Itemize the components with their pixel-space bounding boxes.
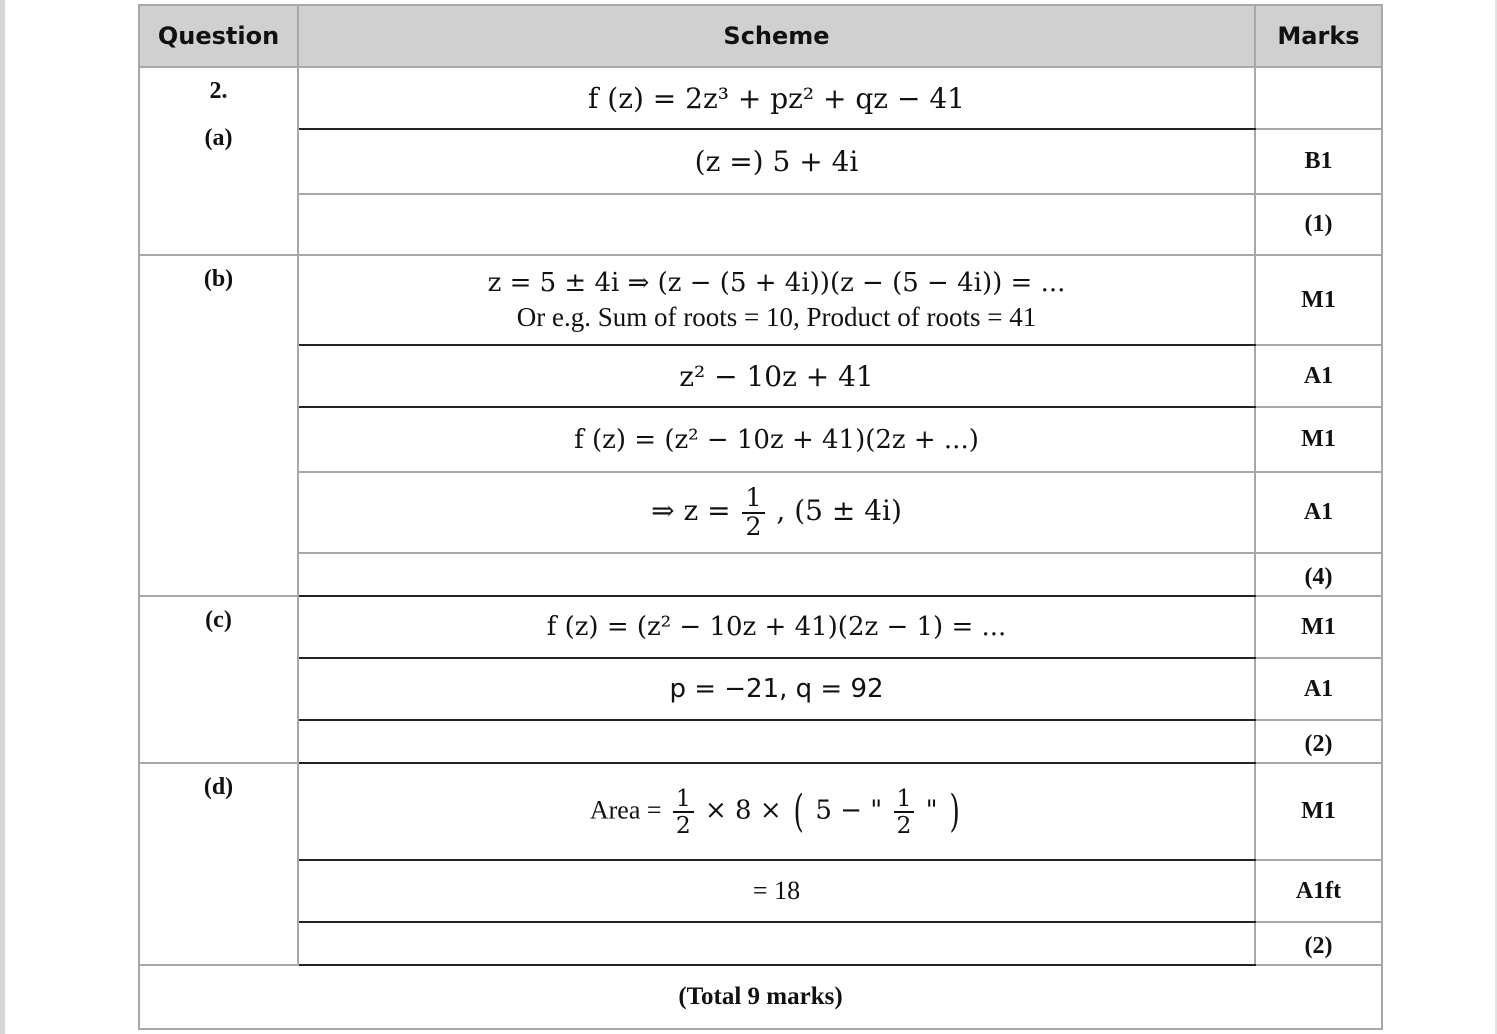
mark-d-m1: M1 xyxy=(1255,763,1382,860)
mark-c-a1: A1 xyxy=(1255,658,1382,720)
table-row xyxy=(139,658,1382,720)
part-label-a: (a) xyxy=(204,125,233,151)
left-paren: ( xyxy=(793,786,804,837)
scheme-b-line4-prefix: ⇒ z = xyxy=(651,494,731,527)
subtotal-a: (1) xyxy=(1255,194,1382,255)
table-row xyxy=(139,255,1382,345)
question-header: Question xyxy=(139,5,298,67)
scheme-d-line2: = 18 xyxy=(298,860,1255,922)
question-cell-a xyxy=(139,67,298,255)
fraction-numerator: 1 xyxy=(742,485,764,513)
scheme-given-function: f (z) = 2z³ + pz² + qz − 41 xyxy=(298,67,1255,129)
subtotal-b: (4) xyxy=(1255,553,1382,596)
part-label-b: (b) xyxy=(203,266,234,292)
mark-b-m1-second: M1 xyxy=(1255,407,1382,472)
table-row xyxy=(139,922,1382,965)
scheme-empty xyxy=(298,194,1255,255)
fraction-denominator: 2 xyxy=(745,511,762,541)
scheme-b-line3: f (z) = (z² − 10z + 41)(2z + ...) xyxy=(298,407,1255,472)
table-row xyxy=(139,129,1382,194)
scheme-b-line2: z² − 10z + 41 xyxy=(298,345,1255,407)
total-marks: (Total 9 marks) xyxy=(139,965,1382,1029)
marks-header: Marks xyxy=(1255,5,1382,67)
fraction-denominator: 2 xyxy=(675,810,691,839)
table-row xyxy=(139,194,1382,255)
table-row xyxy=(139,67,1382,129)
scheme-b-line1-alt: Or e.g. Sum of roots = 10, Product of roots = 41 xyxy=(516,301,1037,332)
fraction-denominator: 2 xyxy=(896,810,912,839)
table-row xyxy=(139,860,1382,922)
mark-b-a1: A1 xyxy=(1255,345,1382,407)
table-row xyxy=(139,763,1382,860)
fraction xyxy=(673,783,694,839)
fraction-numerator: 1 xyxy=(894,786,915,813)
subtotal-d: (2) xyxy=(1255,922,1382,965)
table-row xyxy=(139,407,1382,472)
fraction-numerator: 1 xyxy=(673,786,694,813)
scheme-empty xyxy=(298,922,1255,965)
scheme-empty xyxy=(298,553,1255,596)
question-cell-b xyxy=(139,255,298,596)
scheme-d-mid: × 8 × xyxy=(704,795,782,826)
scheme-b-line4 xyxy=(298,472,1255,553)
part-label-c: (c) xyxy=(205,607,232,633)
mark-a-b1: B1 xyxy=(1255,129,1382,194)
subtotal-c: (2) xyxy=(1255,720,1382,763)
fraction xyxy=(894,783,915,839)
table-row xyxy=(139,720,1382,763)
table-row xyxy=(139,553,1382,596)
part-label-d: (d) xyxy=(203,774,234,800)
table-row xyxy=(139,472,1382,553)
scheme-d-prefix: Area = xyxy=(589,795,662,825)
table-row xyxy=(139,596,1382,658)
mark-b-a1-second: A1 xyxy=(1255,472,1382,553)
scheme-c-line2: p = −21, q = 92 xyxy=(298,658,1255,720)
scheme-b-line1 xyxy=(298,255,1255,345)
mark-scheme-table xyxy=(138,4,1383,1030)
mark-d-a1ft: A1ft xyxy=(1255,860,1382,922)
scheme-b-line4-suffix: , (5 ± 4i) xyxy=(776,494,902,527)
scheme-d-line1 xyxy=(298,763,1255,860)
scheme-d-inner-suffix: " xyxy=(925,795,938,826)
scheme-answer-a: (z =) 5 + 4i xyxy=(298,129,1255,194)
fraction xyxy=(742,485,764,540)
scheme-empty xyxy=(298,720,1255,763)
page-edge xyxy=(0,0,5,1034)
scheme-header: Scheme xyxy=(298,5,1255,67)
mark-c-m1: M1 xyxy=(1255,596,1382,658)
scheme-c-line1: f (z) = (z² − 10z + 41)(2z − 1) = ... xyxy=(298,596,1255,658)
total-row xyxy=(139,965,1382,1029)
question-cell-c xyxy=(139,596,298,763)
mark-b-m1: M1 xyxy=(1255,255,1382,345)
table-row xyxy=(139,345,1382,407)
scheme-d-inner-prefix: 5 − " xyxy=(815,795,883,826)
question-number: 2. xyxy=(209,78,228,104)
question-cell-d xyxy=(139,763,298,965)
scheme-b-line1-main: z = 5 ± 4i ⇒ (z − (5 + 4i))(z − (5 − 4i)) = ... xyxy=(487,267,1066,298)
header-row xyxy=(139,5,1382,67)
marks-empty xyxy=(1255,67,1382,129)
right-paren: ) xyxy=(949,786,960,837)
